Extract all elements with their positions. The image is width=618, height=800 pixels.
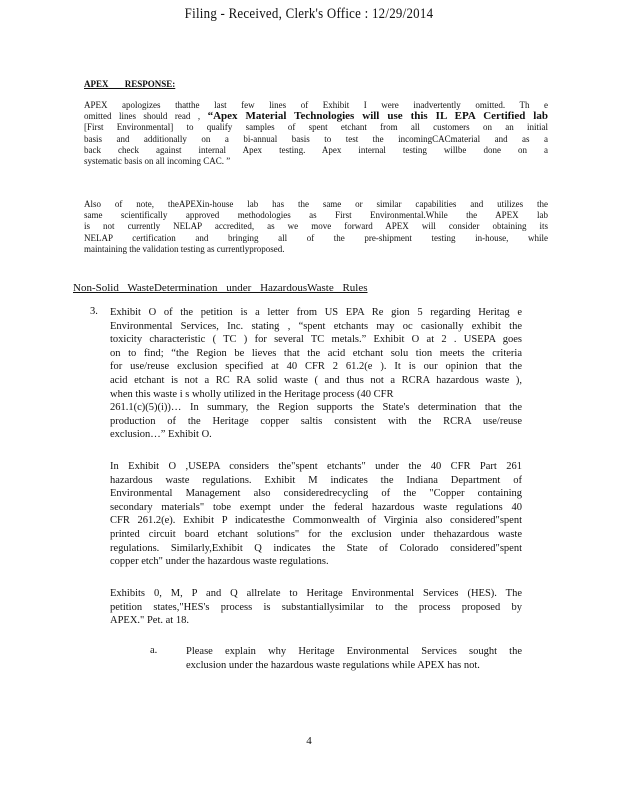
text-line: NELAP certification and bringing all of the pre-shipment testing in-house, while xyxy=(84,232,548,243)
text-line: Also of note, theAPEXin-house lab has the same or similar capabilities and utilizes the xyxy=(84,199,548,209)
text-line: basis and additionally on a bi-annual basis to test the incomingCACmaterial and as a xyxy=(84,133,548,144)
text-line: hazardous waste regulations. Exhibit M indicates the Indiana Department of xyxy=(110,474,522,486)
text-line: 261.1(c)(5)(i))… In summary, the Region supports the State's determination that the xyxy=(110,402,522,414)
text-line: back check against internal Apex testing. Apex internal testing willbe done on a xyxy=(84,144,548,155)
apex-response-title: APEX RESPONSE: xyxy=(84,79,176,89)
text-line: same scientifically approved methodologies as First Environmental.While the APEX lab xyxy=(84,210,548,221)
text-line: printed circuit board etchant solutions" for the exclusion under thehazardous waste xyxy=(110,528,522,540)
bold-quote: “Apex Material Technologies will use this IL EPA Certified lab xyxy=(207,110,548,123)
apex-response-paragraph-1 xyxy=(84,100,548,167)
apex-response-paragraph-2 xyxy=(84,199,548,255)
item-number: 3. xyxy=(90,306,98,317)
text-line: [First Environmental] to qualify samples of spent etchant from all customers on an initial xyxy=(84,122,548,133)
filing-header: Filing - Received, Clerk's Office : 12/29/2014 xyxy=(184,6,434,22)
text-line: Environmental Management also consideredrecycling of the "Copper containing xyxy=(110,488,522,500)
text-line: on to find; “the Region be lieves that the acid etchant solu tion meets the criteria xyxy=(110,347,522,359)
text-line: secondary materials" tobe exempt under the federal hazardous waste regulations 40 xyxy=(110,501,522,513)
text-line: systematic basis on all incoming CAC. ” xyxy=(84,156,231,167)
text-line: for use/reuse exclusion specified at 40 CFR 2 61.2(e ). It is our opinion that the xyxy=(110,361,522,373)
text-line: Exhibits 0, M, P and Q allrelate to Heritage Environmental Services (HES). The xyxy=(110,588,522,599)
text-line: toxicity characteristic ( TC ) for several TC metals.” Exhibit O at 2 . USEPA goes xyxy=(110,334,522,346)
text-line: Please explain why Heritage Environmental Services sought the xyxy=(186,646,522,657)
text-line: Exhibit O of the petition is a letter from US EPA Re gion 5 regarding Heritag e xyxy=(110,307,522,318)
section-heading: Non-Solid WasteDetermination under HazardousWaste Rules xyxy=(73,282,368,294)
text-line: petition states,"HES's process is substantiallysimilar to the process proposed by xyxy=(110,601,522,613)
text-line: exclusion…” Exhibit O. xyxy=(110,429,212,441)
text-line: In Exhibit O ,USEPA considers the"spent etchants" under the 40 CFR Part 261 xyxy=(110,461,522,472)
text-line: regulations. Similarly,Exhibit Q indicates the State of Colorado considered"spent xyxy=(110,542,522,554)
text-line: CFR 261.2(e). Exhibit P indicatesthe Commonwealth of Virginia also considered"spent xyxy=(110,515,522,527)
sub-item-label: a. xyxy=(150,645,158,656)
page-number: 4 xyxy=(306,735,312,747)
text-line: is not currently NELAP accredited, as we move forward APEX will consider obtaining its xyxy=(84,221,548,232)
text-line: copper etch" under the hazardous waste regulations. xyxy=(110,556,329,568)
text-line: APEX apologizes thatthe last few lines of Exhibit I were inadvertently omitted. Th e xyxy=(84,100,548,110)
text-line: maintaining the validation testing as currentlyproposed. xyxy=(84,243,285,254)
item-3-paragraph-1 xyxy=(110,306,522,442)
text-line: acid etchant is not a RC RA solid waste ( and thus not a RCRA hazardous waste ), xyxy=(110,374,522,386)
text-segment: omitted lines should read , xyxy=(84,111,201,122)
sub-item-a-question xyxy=(186,645,522,672)
item-3-paragraph-3 xyxy=(110,587,522,628)
text-line: production of the Heritage copper saltis consistent with the RCRA use/reuse xyxy=(110,415,522,427)
text-line: Environmental Services, Inc. stating , “spent etchants may oc casionally exhibit the xyxy=(110,320,522,332)
text-line: exclusion under the hazardous waste regulations while APEX has not. xyxy=(186,659,480,671)
text-line: when this waste i s wholly utilized in the Heritage process (40 CFR xyxy=(110,388,394,400)
item-3-paragraph-2 xyxy=(110,460,522,569)
text-line xyxy=(84,111,548,122)
text-line: APEX." Pet. at 18. xyxy=(110,615,189,627)
